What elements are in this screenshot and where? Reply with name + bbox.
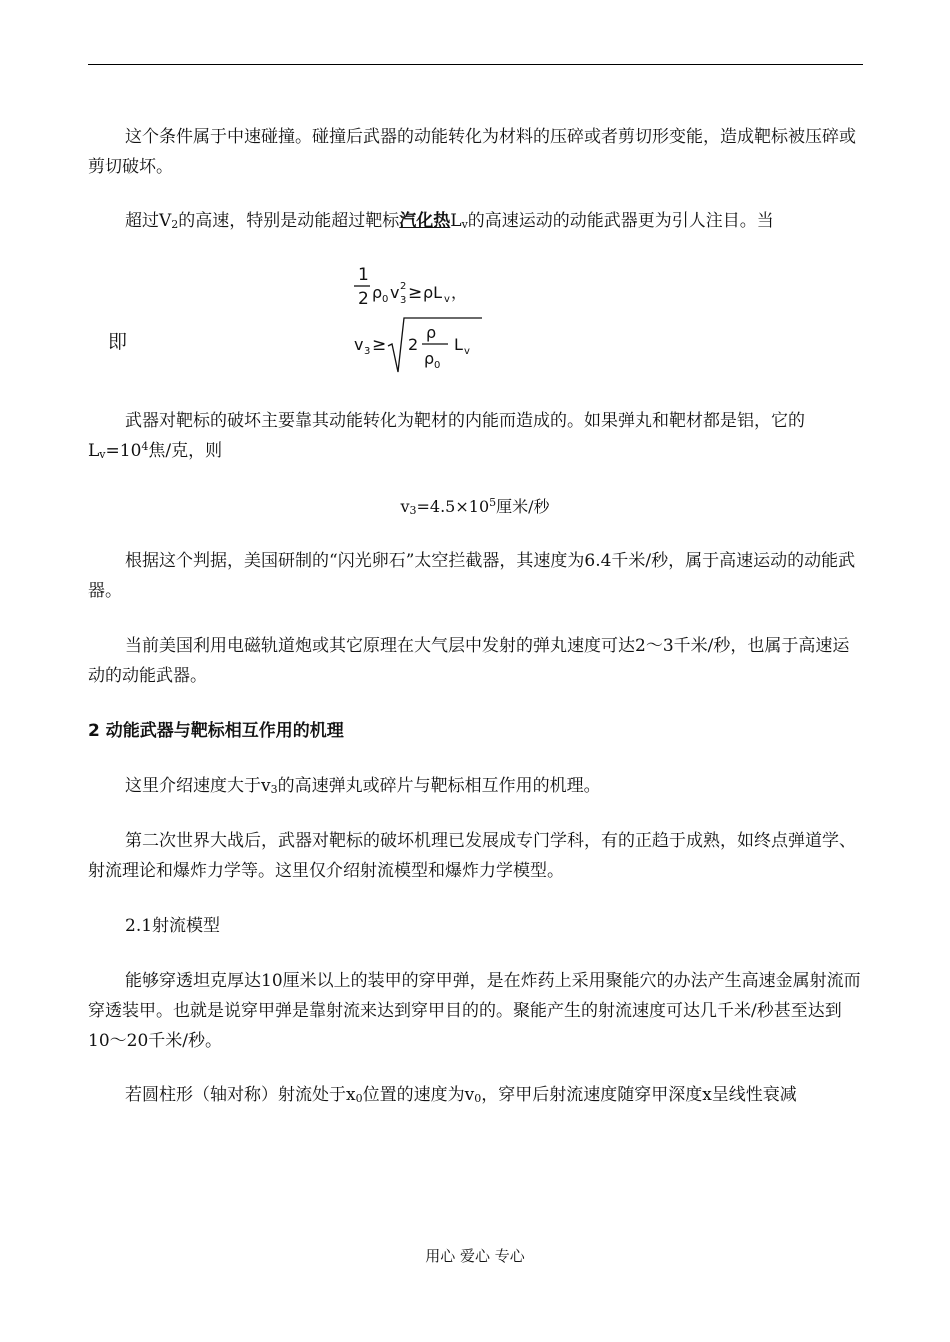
paragraph-5: 当前美国利用电磁轨道炮或其它原理在大气层中发射的弹丸速度可达2～3千米/秒，也属于高速运动的动能武器。 bbox=[88, 636, 850, 686]
svg-text:ρ: ρ bbox=[426, 323, 437, 342]
paragraph-8: 能够穿透坦克厚达10厘米以上的装甲的穿甲弹，是在炸药上采用聚能穴的办法产生高速金属射流而穿透装甲。也就是说穿甲弹是靠射流来达到穿甲目的的。聚能产生的射流速度可达几千米/秒甚至达到10～20千米/秒。 bbox=[88, 971, 861, 1051]
svg-text:L: L bbox=[454, 335, 463, 354]
svg-text:ρ: ρ bbox=[424, 349, 435, 368]
formula-label: 即 bbox=[108, 331, 128, 353]
svg-text:0: 0 bbox=[382, 294, 389, 305]
term-link[interactable]: 汽化热 bbox=[399, 211, 451, 231]
svg-text:v: v bbox=[464, 346, 470, 357]
svg-text:，: ， bbox=[451, 283, 468, 302]
paragraph-4: 根据这个判据，美国研制的“闪光卵石”太空拦截器，其速度为6.4千米/秒，属于高速运动的动能武器。 bbox=[88, 551, 856, 601]
svg-text:v: v bbox=[390, 283, 400, 302]
header-rule bbox=[88, 64, 863, 65]
svg-text:3: 3 bbox=[400, 295, 407, 306]
svg-text:2: 2 bbox=[408, 335, 419, 354]
centered-equation: $v_3=4.5\times 10^5$厘米/秒 bbox=[400, 496, 550, 517]
svg-text:1: 1 bbox=[358, 265, 369, 285]
paragraph-7: 第二次世界大战后，武器对靶标的破坏机理已发展成专门学科，有的正趋于成熟，如终点弹道学、射流理论和爆炸力学等。这里仅介绍射流模型和爆炸力学模型。 bbox=[88, 831, 856, 881]
page-footer: 用心 爱心 专心 bbox=[425, 1247, 525, 1265]
formula-image bbox=[348, 258, 508, 380]
svg-text:≥: ≥ bbox=[372, 335, 387, 355]
paragraph-2: 超过$V_2$的高速，特别是动能超过靶标汽化热$L_v$的高速运动的动能武器更为引人注目。当 bbox=[125, 211, 774, 231]
svg-text:0: 0 bbox=[434, 360, 441, 371]
paragraph-1: 这个条件属于中速碰撞。碰撞后武器的动能转化为材料的压碎或者剪切形变能，造成靶标被压碎或剪切破坏。 bbox=[88, 127, 856, 177]
paragraph-3: 武器对靶标的破坏主要靠其动能转化为靶材的内能而造成的。如果弹丸和靶材都是铝，它的$L_v=10^4$焦/克，则 bbox=[88, 411, 805, 461]
subsection-heading: 2.1射流模型 bbox=[125, 916, 221, 936]
section-heading: 2 动能武器与靶标相互作用的机理 bbox=[88, 721, 344, 741]
svg-text:v: v bbox=[354, 335, 364, 354]
svg-text:≥: ≥ bbox=[408, 283, 423, 303]
svg-text:2: 2 bbox=[400, 281, 407, 292]
svg-text:3: 3 bbox=[364, 346, 371, 357]
paragraph-9: 若圆柱形（轴对称）射流处于$x_0$位置的速度为$v_0$，穿甲后射流速度随穿甲深度x呈线性衰减 bbox=[125, 1085, 797, 1105]
svg-text:ρ: ρ bbox=[372, 283, 383, 302]
paragraph-6: 这里介绍速度大于$v_3$的高速弹丸或碎片与靶标相互作用的机理。 bbox=[125, 776, 601, 796]
svg-text:2: 2 bbox=[358, 289, 369, 309]
svg-text:ρL: ρL bbox=[423, 283, 443, 302]
svg-text:v: v bbox=[444, 294, 450, 305]
